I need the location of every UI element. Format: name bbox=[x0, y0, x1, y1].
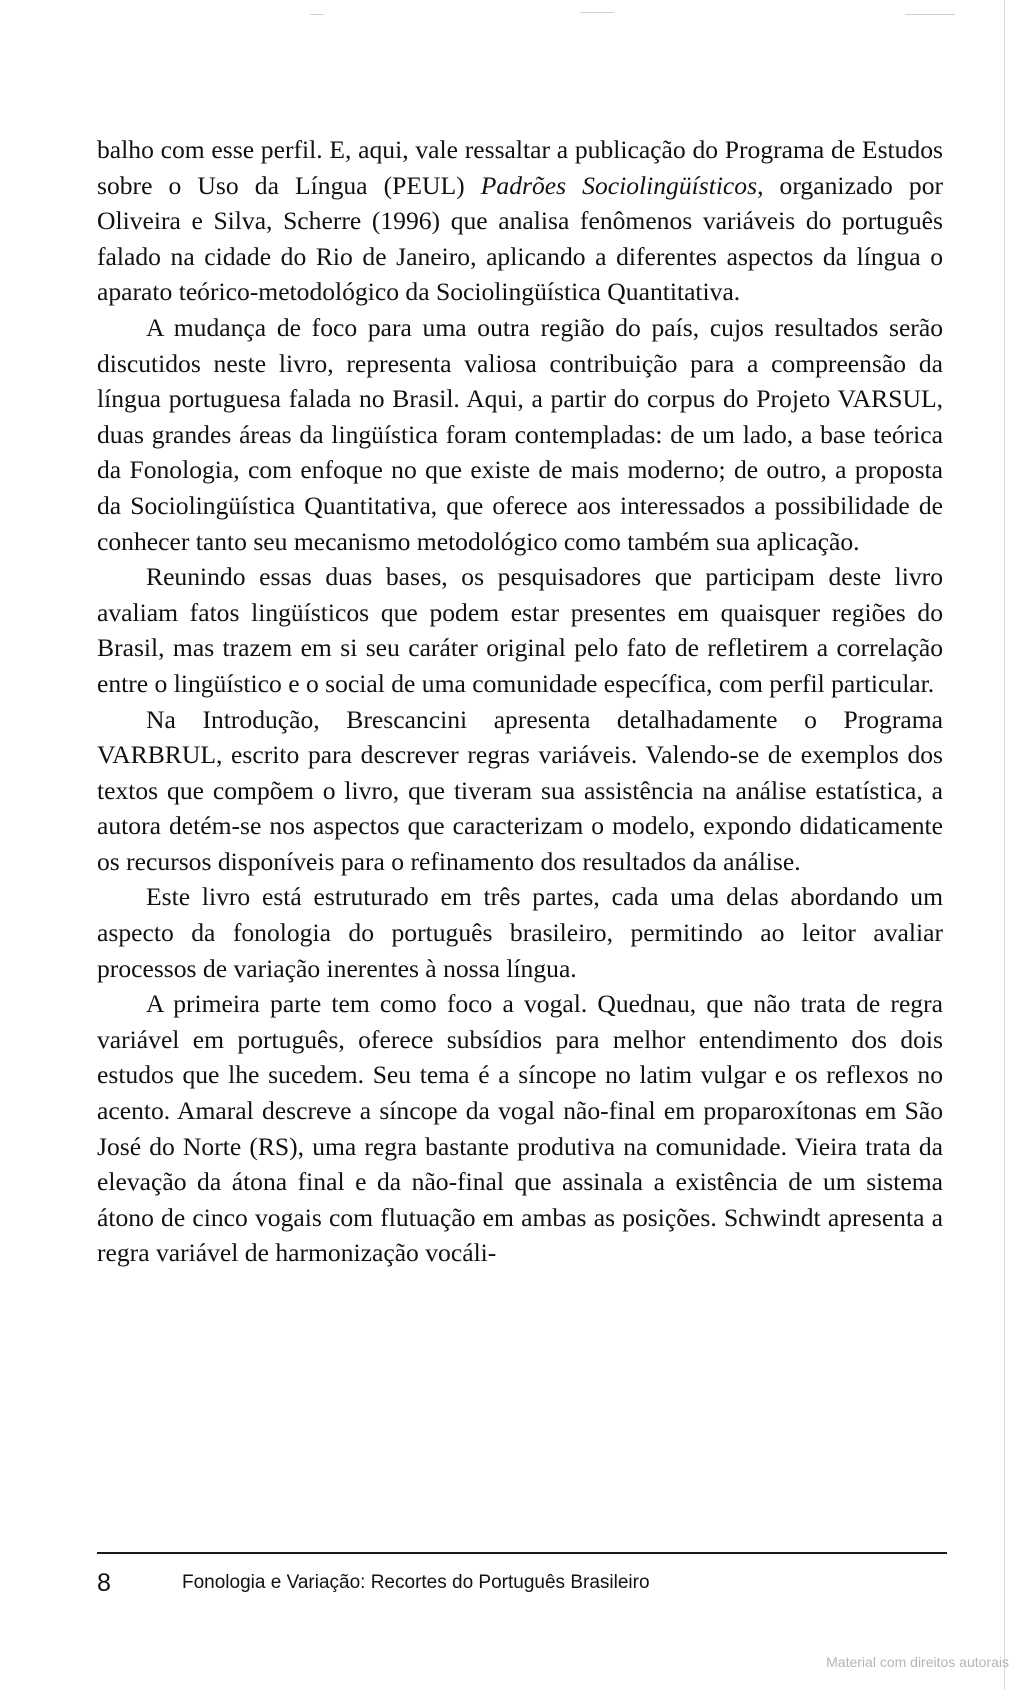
copyright-watermark: Material com direitos autorais bbox=[826, 1654, 1009, 1670]
body-text bbox=[97, 132, 943, 1271]
italic-title: Padrões Sociolingüísticos bbox=[480, 170, 758, 200]
text-run: , organizado por Oliveira e Silva, Scherre (1996) que analisa fenômenos variáveis do português falado na cidade do Rio de Janeiro, aplicando a diferentes aspectos da língua o aparato teórico-metodológico da Sociolingüística Quantitativa. bbox=[97, 170, 944, 307]
paragraph bbox=[97, 559, 943, 701]
paragraph bbox=[97, 986, 943, 1271]
page-edge bbox=[1004, 0, 1005, 1690]
scan-artifact-top bbox=[310, 14, 324, 15]
paragraph bbox=[97, 310, 943, 559]
text-run: A primeira parte tem como foco a vogal. Quednau, que não trata de regra variável em português, oferece subsídios para melhor entendimento dos dois estudos que lhe sucedem. Seu tema é a síncope no latim vulgar e os reflexos no acento. Amaral descreve a síncope da vogal não-final em proparoxítonas em São José do Norte (RS), uma regra bastante produtiva na comunidade. Vieira trata da elevação da átona final e da não-final que assinala a existência de um sistema átono de cinco vogais com flutuação em ambas as posições. Schwindt apresenta a regra variável de harmonização vocáli- bbox=[97, 989, 943, 1268]
text-run: balho com esse perfil. E, aqui, vale ressaltar a publicação do Programa de Estudos sobre o Uso da Língua (PEUL) bbox=[97, 135, 943, 200]
text-run: A mudança de foco para uma outra região do país, cujos resultados serão discutidos neste livro, representa valiosa contribuição para a compreensão da língua portuguesa falada no Brasil. Aqui, a partir do corpus do Projeto VARSUL, duas grandes áreas da lingüística foram contempladas: de um lado, a base teórica da Fonologia, com enfoque no que existe de mais moderno; de outro, a proposta da Sociolingüística Quantitativa, que oferece aos interessados a possibilidade de conhecer tanto seu mecanismo metodológico como também sua aplicação. bbox=[97, 312, 943, 556]
page-footer bbox=[97, 1567, 947, 1603]
text-run: Reunindo essas duas bases, os pesquisadores que participam deste livro avaliam fatos lingüísticos que podem estar presentes em quaisquer regiões do Brasil, mas trazem em si seu caráter original pelo fato de refletirem a correlação entre o lingüístico e o social de uma comunidade específica, com perfil particular. bbox=[97, 562, 943, 698]
paragraph bbox=[97, 879, 943, 986]
text-run: Este livro está estruturado em três partes, cada uma delas abordando um aspecto da fonologia do português brasileiro, permitindo ao leitor avaliar processos de variação inerentes à nossa língua. bbox=[97, 882, 943, 983]
footer-divider bbox=[97, 1552, 947, 1554]
text-run: Na Introdução, Brescancini apresenta detalhadamente o Programa VARBRUL, escrito para descrever regras variáveis. Valendo-se de exemplos dos textos que compõem o livro, que tiveram sua assistência na análise estatística, a autora detém-se nos aspectos que caracterizam o modelo, expondo didaticamente os recursos disponíveis para o refinamento dos resultados da análise. bbox=[97, 704, 943, 876]
page-number: 8 bbox=[97, 1569, 111, 1597]
running-title: Fonologia e Variação: Recortes do Português Brasileiro bbox=[182, 1572, 650, 1593]
paragraph bbox=[97, 702, 943, 880]
scan-artifact-top bbox=[580, 12, 614, 13]
paragraph bbox=[97, 132, 943, 310]
scan-artifact-top bbox=[905, 14, 955, 15]
